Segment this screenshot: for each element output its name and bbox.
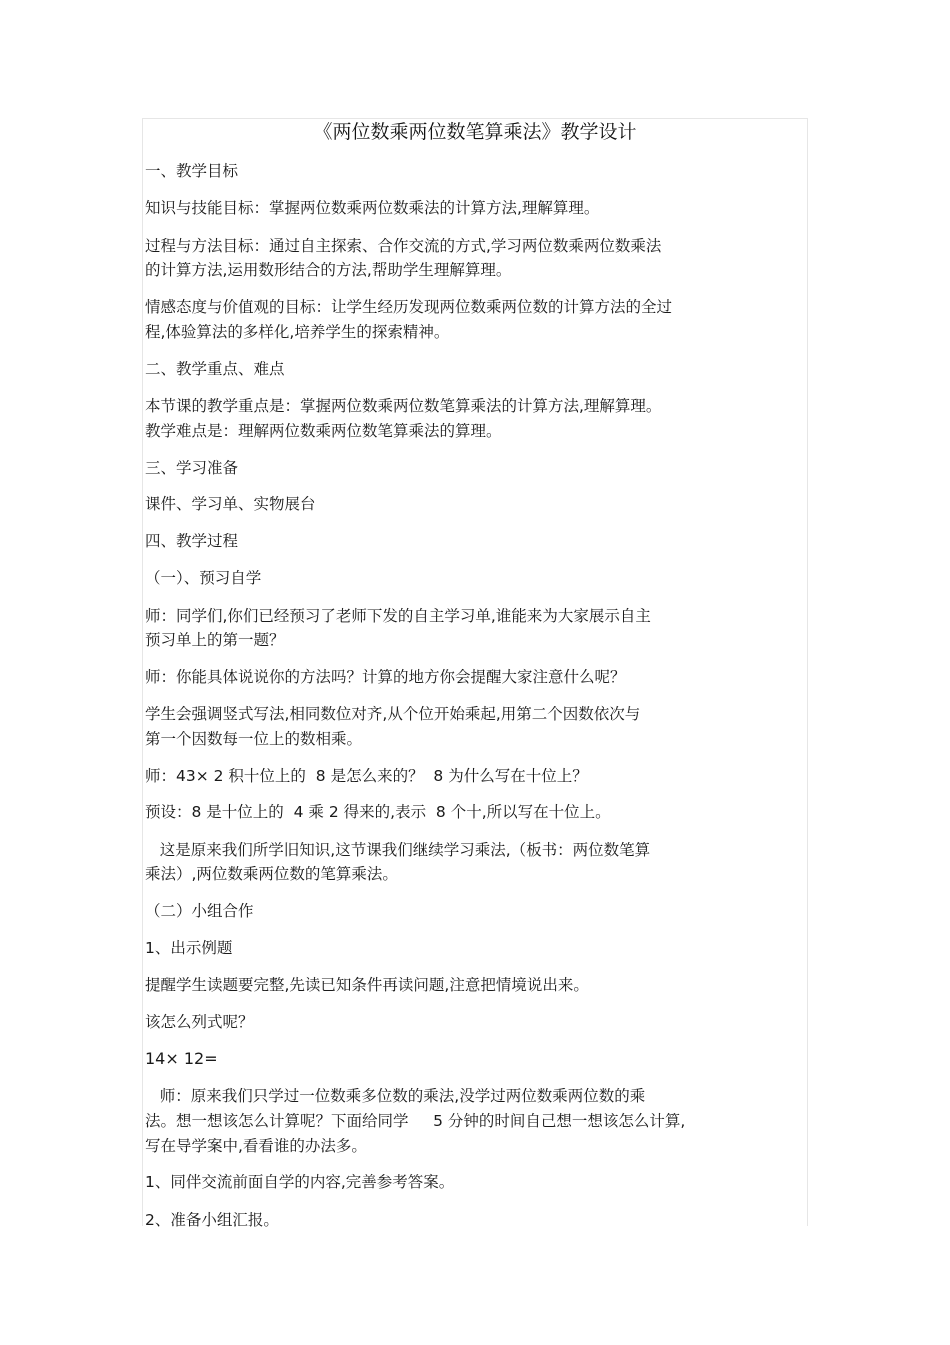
paragraph-preparation-items: 课件、学习单、实物展台 (145, 495, 316, 513)
list-item-prepare-report: 2、准备小组汇报。 (145, 1211, 279, 1229)
paragraph-teacher-explain-line1: 师：原来我们只学过一位数乘多位数的乘法,没学过两位数乘两位数的乘 (145, 1087, 646, 1105)
paragraph-knowledge-goal: 知识与技能目标：掌握两位数乘两位数乘法的计算方法,理解算理。 (145, 199, 600, 217)
paragraph-teacher-explain-line3: 写在导学案中,看看谁的办法多。 (145, 1137, 367, 1155)
paragraph-key-point: 本节课的教学重点是：掌握两位数乘两位数笔算乘法的计算方法,理解算理。 (145, 397, 662, 415)
paragraph-teacher-explain-line2: 法。想一想该怎么计算呢？下面给同学 5 分钟的时间自己想一想该怎么计算, (145, 1112, 686, 1130)
paragraph-emotion-goal-line1: 情感态度与价值观的目标：让学生经历发现两位数乘两位数的计算方法的全过 (145, 298, 673, 316)
section-heading-preparation: 三、学习准备 (145, 459, 239, 477)
section-heading-process: 四、教学过程 (145, 532, 239, 550)
subsection-heading-preview: （一）、预习自学 (145, 569, 262, 587)
paragraph-transition-line2: 乘法）,两位数乘两位数的笔算乘法。 (145, 865, 398, 883)
paragraph-how-to-formulate: 该怎么列式呢？ (145, 1013, 254, 1031)
section-heading-key-points: 二、教学重点、难点 (145, 360, 285, 378)
section-heading-objectives: 一、教学目标 (145, 162, 239, 180)
paragraph-difficult-point: 教学难点是：理解两位数乘两位数笔算乘法的算理。 (145, 422, 502, 440)
list-item-peer-exchange: 1、同伴交流前面自学的内容,完善参考答案。 (145, 1173, 455, 1191)
paragraph-process-goal-line2: 的计算方法,运用数形结合的方法,帮助学生理解算理。 (145, 261, 512, 279)
paragraph-teacher-prompt-line1: 师：同学们,你们已经预习了老师下发的自主学习单,谁能来为大家展示自主 (145, 607, 651, 625)
paragraph-student-answer-line1: 学生会强调竖式写法,相同数位对齐,从个位开始乘起,用第二个因数依次与 (145, 705, 641, 723)
paragraph-emotion-goal-line2: 程,体验算法的多样化,培养学生的探索精神。 (145, 323, 450, 341)
subsection-heading-group-work: （二）小组合作 (145, 902, 254, 920)
paragraph-student-answer-line2: 第一个因数每一位上的数相乘。 (145, 730, 363, 748)
document-title: 《两位数乘两位数笔算乘法》教学设计 (313, 121, 637, 143)
paragraph-process-goal-line1: 过程与方法目标：通过自主探索、合作交流的方式,学习两位数乘两位数乘法 (145, 237, 662, 255)
paragraph-reading-reminder: 提醒学生读题要完整,先读已知条件再读问题,注意把情境说出来。 (145, 976, 589, 994)
expression-14x12: 14× 12= (145, 1049, 218, 1068)
paragraph-transition-line1: 这是原来我们所学旧知识,这节课我们继续学习乘法,（板书：两位数笔算 (145, 841, 651, 859)
paragraph-teacher-question: 师：你能具体说说你的方法吗？计算的地方你会提醒大家注意什么呢？ (145, 668, 626, 686)
list-item-show-example: 1、出示例题 (145, 939, 233, 957)
paragraph-teacher-43x2: 师：43× 2 积十位上的 8 是怎么来的？ 8 为什么写在十位上？ (145, 767, 588, 785)
paragraph-teacher-prompt-line2: 预习单上的第一题？ (145, 631, 285, 649)
paragraph-preset-answer: 预设：8 是十位上的 4 乘 2 得来的,表示 8 个十,所以写在十位上。 (145, 803, 611, 821)
